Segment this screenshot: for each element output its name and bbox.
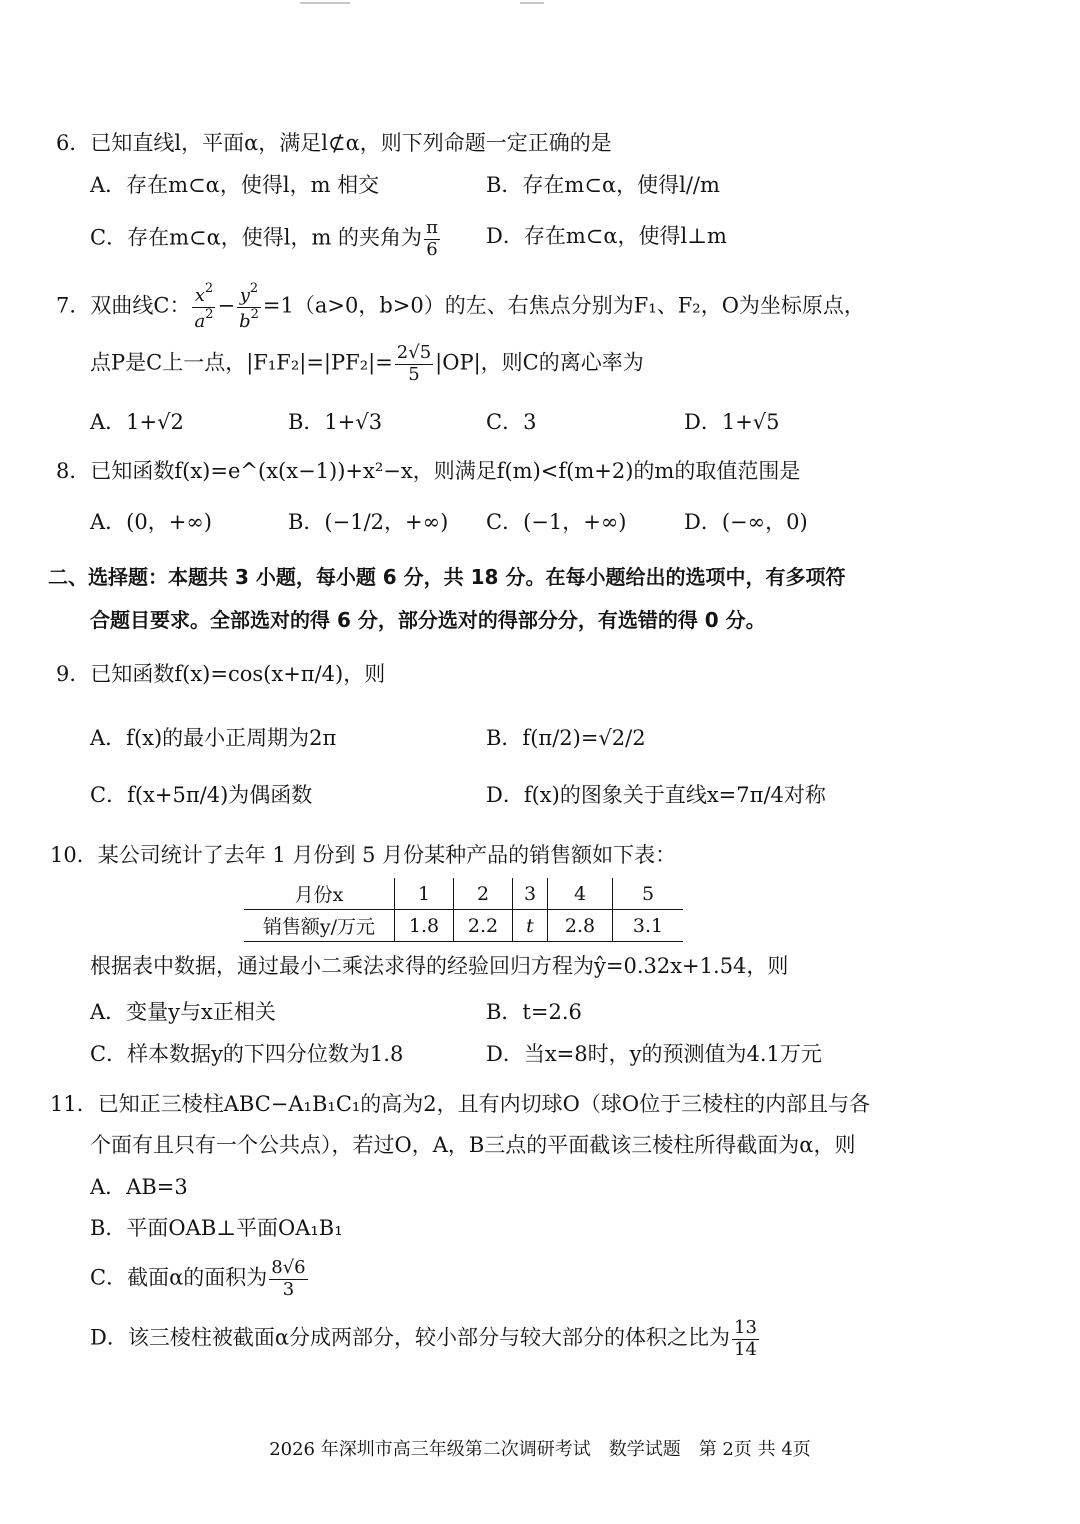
q9-option-a: A．f(x)的最小正周期为2π [90,726,337,750]
scan-mark [520,2,544,4]
q7-option-a: A．1+√2 [90,410,184,434]
table-cell: 2 [454,878,513,910]
q9-option-b: B．f(π/2)=√2/2 [486,726,646,750]
q11-option-d: D．该三棱柱被截面α分成两部分，较小部分与较大部分的体积之比为 $\frac{13}{14}$ [90,1317,757,1360]
q6-option-c: C．存在m⊂α，使得l，m 的夹角为 $\frac{\pi}{6}$ [90,217,438,260]
section-2-title: 二、选择题：本题共 3 小题，每小题 6 分，共 18 分。在每小题给出的选项中，有多项符 [48,565,846,589]
table-cell: t [513,910,548,942]
q8-option-a: A．(0，+∞) [90,510,213,534]
q6-option-a: A．存在m⊂α，使得l，m 相交 [90,173,380,197]
fraction: $\frac{y^2}{b^2}$ [239,281,259,332]
table-cell: 3.1 [613,910,684,942]
table-row [244,910,683,942]
page-footer: 2026 年深圳市高三年级第二次调研考试 数学试题 第 2页 共 4页 [269,1439,811,1460]
q10-option-c: C．样本数据y的下四分位数为1.8 [90,1042,404,1066]
q11-stem-line2: 个面有且只有一个公共点），若过O，A，B三点的平面截该三棱柱所得截面为α，则 [90,1133,856,1157]
q9-option-d: D．f(x)的图象关于直线x=7π/4对称 [486,783,826,807]
fraction: $\frac{2√5}{5}$ [396,342,432,385]
table-cell: 1 [395,878,454,910]
q9-option-c: C．f(x+5π/4)为偶函数 [90,783,313,807]
q8-option-c: C．(−1，+∞) [486,510,627,534]
table-cell: 5 [613,878,684,910]
q8-option-d: D．(−∞，0) [684,510,808,534]
fraction: $\frac{\pi}{6}$ [426,217,438,260]
section-2-note: 合题目要求。全部选对的得 6 分，部分选对的得部分分，有选错的得 0 分。 [90,608,766,632]
q10-option-a: A．变量y与x正相关 [90,1000,276,1024]
table-cell: 1.8 [395,910,454,942]
fraction: $\frac{13}{14}$ [734,1317,757,1360]
q8-option-b: B．(−1/2，+∞) [288,510,449,534]
q6-option-b: B．存在m⊂α，使得l//m [486,173,720,197]
scan-mark [300,2,350,4]
fraction: $\frac{x^2}{a^2}$ [194,281,214,332]
q11-option-b: B．平面OAB⊥平面OA₁B₁ [90,1216,343,1240]
table-row [244,878,683,910]
q9-stem: 9．已知函数f(x)=cos(x+π/4)，则 [56,662,386,686]
q7-stem: 7．双曲线C： $\frac{x^2}{a^2}$ − $\frac{y^2}{b^2}$ =1（a>0，b>0）的左、右焦点分别为F₁、F₂，O为坐标原点， [56,281,865,332]
q10-stem: 10．某公司统计了去年 1 月份到 5 月份某种产品的销售额如下表： [50,843,677,867]
table-cell: 2.8 [548,910,613,942]
q11-option-c: C．截面α的面积为 $\frac{8√6}{3}$ [90,1257,306,1300]
table-cell: 月份x [244,878,395,910]
table-cell: 4 [548,878,613,910]
table-cell: 2.2 [454,910,513,942]
q11-stem: 11．已知正三棱柱ABC−A₁B₁C₁的高为2，且有内切球O（球O位于三棱柱的内部且与各 [50,1092,871,1116]
q8-stem: 8．已知函数f(x)=e^(x(x−1))+x²−x，则满足f(m)<f(m+2)的m的取值范围是 [56,459,801,483]
sales-table [244,878,683,942]
q6-option-d: D．存在m⊂α，使得l⊥m [486,224,727,248]
q10-option-d: D．当x=8时，y的预测值为4.1万元 [486,1042,822,1066]
table-cell: 销售额y/万元 [244,910,395,942]
q10-regression: 根据表中数据，通过最小二乘法求得的经验回归方程为ŷ=0.32x+1.54，则 [90,954,789,978]
q7-option-d: D．1+√5 [684,410,780,434]
q7-line2: 点P是C上一点，|F₁F₂|=|PF₂|= $\frac{2√5}{5}$ |OP|，则C的离心率为 [90,342,644,385]
fraction: $\frac{8√6}{3}$ [271,1257,306,1300]
q7-option-b: B．1+√3 [288,410,383,434]
q6-stem: 6．已知直线l，平面α，满足l⊄α，则下列命题一定正确的是 [56,131,612,155]
q11-option-a: A．AB=3 [90,1175,188,1199]
table-cell: 3 [513,878,548,910]
q10-option-b: B．t=2.6 [486,1000,582,1024]
q7-option-c: C．3 [486,410,537,434]
